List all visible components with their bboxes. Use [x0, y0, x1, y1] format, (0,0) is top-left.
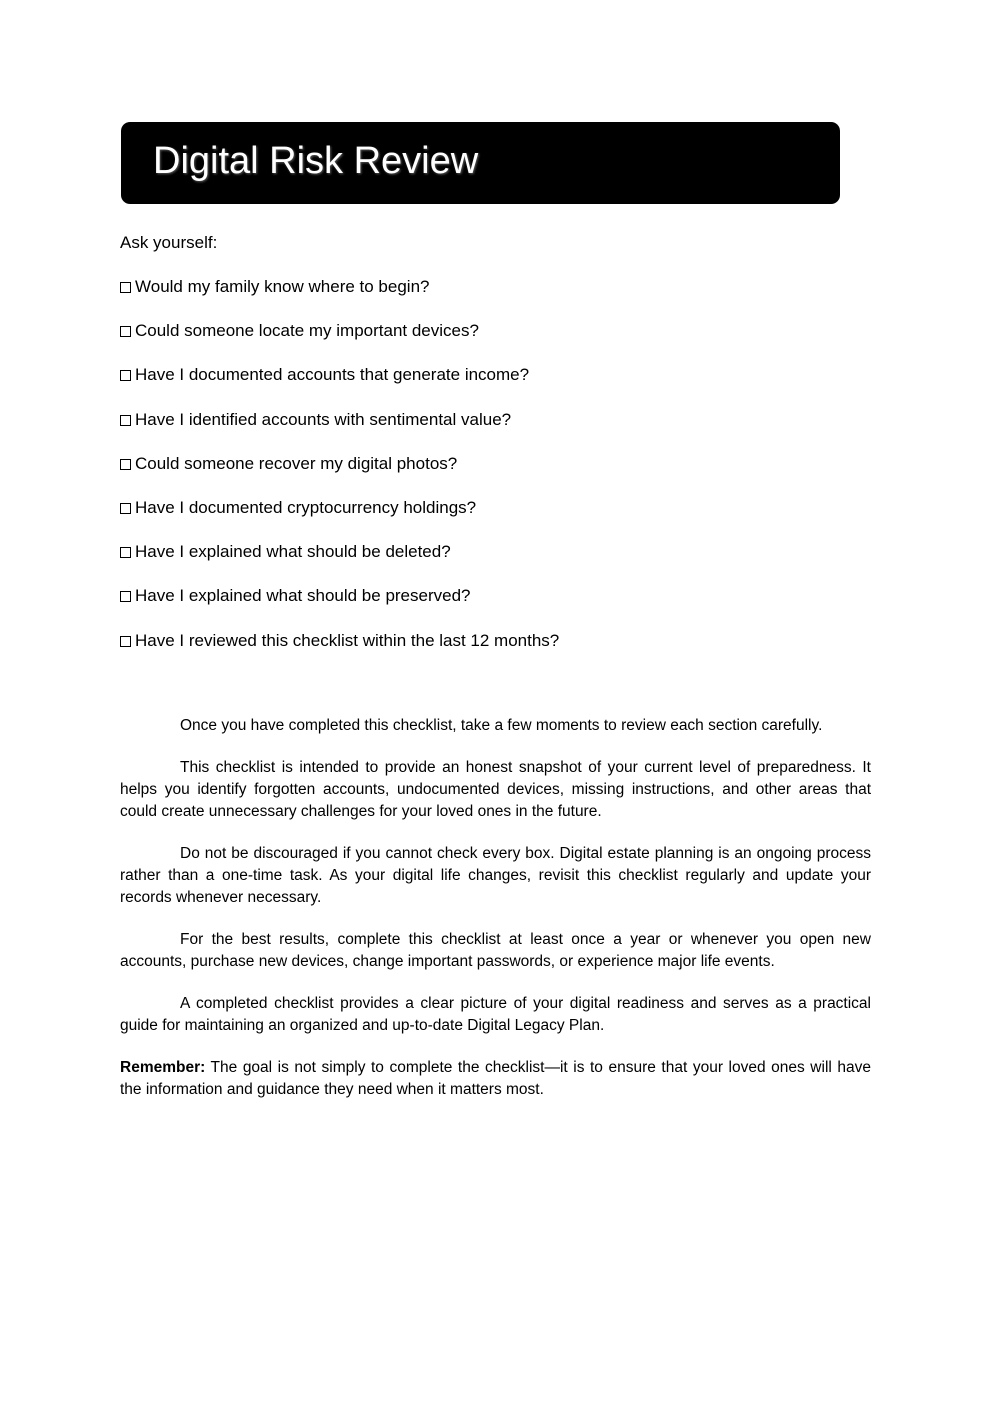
checklist-item-label: Have I documented cryptocurrency holdings?: [135, 497, 477, 517]
checklist: [120, 276, 559, 674]
paragraph-encouragement: Do not be discouraged if you cannot check every box. Digital estate planning is an ongoing process rather than a one-time task. As your digital life changes, revisit this checklist regularly and update your records whenever necessary.: [120, 845, 871, 906]
checkbox-icon[interactable]: [120, 282, 131, 293]
paragraph-frequency: For the best results, complete this checklist at least once a year or whenever you open new accounts, purchase new devices, change important passwords, or experience major life events.: [120, 931, 871, 970]
remember-note: [120, 1057, 871, 1101]
title-banner: [121, 122, 840, 204]
checkbox-icon[interactable]: [120, 636, 131, 647]
checklist-item: [120, 320, 559, 364]
checklist-prompt: Ask yourself:: [120, 233, 218, 252]
checkbox-icon[interactable]: [120, 591, 131, 602]
paragraph-summary: A completed checklist provides a clear picture of your digital readiness and serves as a practical guide for maintaining an organized and up-to-date Digital Legacy Plan.: [120, 995, 871, 1034]
paragraph-review: Once you have completed this checklist, take a few moments to review each section carefully.: [180, 717, 823, 734]
checklist-item-label: Have I documented accounts that generate income?: [135, 365, 530, 385]
checklist-item: [120, 453, 559, 497]
checkbox-icon[interactable]: [120, 326, 131, 337]
checklist-item: [120, 541, 559, 585]
checklist-item-label: Would my family know where to begin?: [135, 277, 430, 296]
paragraph-purpose: This checklist is intended to provide an honest snapshot of your current level of preparedness. It helps you identify forgotten accounts, undocumented devices, missing instructions, and other areas that could create unnecessary challenges for your loved ones in the future.: [120, 759, 871, 820]
checklist-item-label: Could someone locate my important devices?: [135, 321, 479, 341]
checklist-item-label: Have I identified accounts with sentimental value?: [135, 409, 512, 429]
body-text: [120, 715, 871, 1121]
checklist-item: [120, 497, 559, 541]
checklist-item-label: Have I explained what should be preserved?: [135, 586, 471, 606]
checklist-item: [120, 276, 559, 320]
checklist-item: [120, 409, 559, 453]
checkbox-icon[interactable]: [120, 503, 131, 514]
checkbox-icon[interactable]: [120, 547, 131, 558]
checklist-item: [120, 630, 559, 674]
checklist-item-label: Could someone recover my digital photos?: [135, 453, 458, 473]
checklist-item: [120, 364, 559, 408]
checklist-item: [120, 585, 559, 629]
remember-label: Remember:: [120, 1059, 206, 1076]
checklist-item-label: Have I reviewed this checklist within the last 12 months?: [135, 630, 560, 650]
checkbox-icon[interactable]: [120, 415, 131, 426]
remember-text: The goal is not simply to complete the checklist—it is to ensure that your loved ones will have the information and guidance they need when it matters most.: [120, 1059, 871, 1098]
checklist-item-label: Have I explained what should be deleted?: [135, 542, 451, 562]
checkbox-icon[interactable]: [120, 459, 131, 470]
page-title: Digital Risk Review: [153, 140, 479, 182]
checkbox-icon[interactable]: [120, 370, 131, 381]
